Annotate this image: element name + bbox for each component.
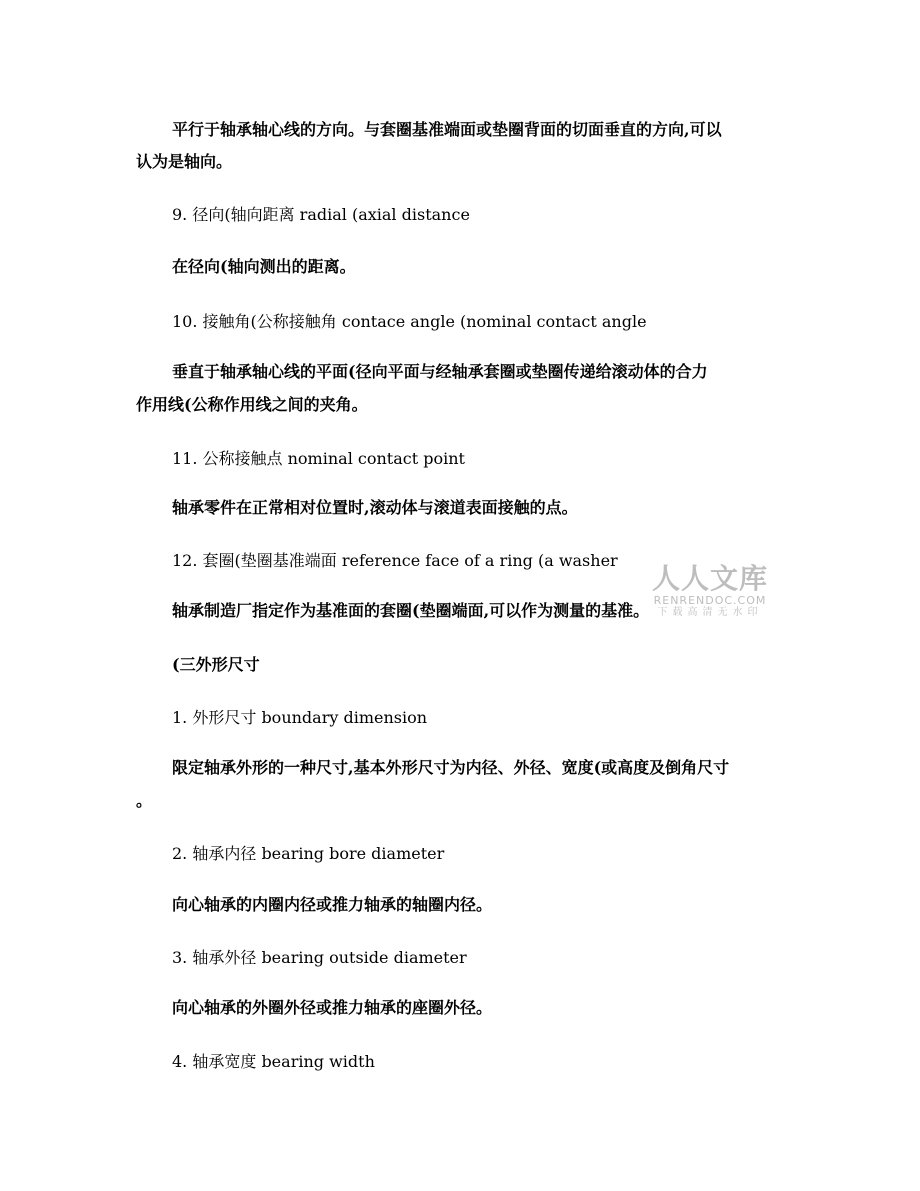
heading-10-contact-angle: 10. 接触角(公称接触角 contace angle (nominal contact angle xyxy=(172,312,647,331)
paragraph-boundary-dimension-definition-line1: 限定轴承外形的一种尺寸,基本外形尺寸为内径、外径、宽度(或高度及倒角尺寸 xyxy=(172,758,730,777)
heading-3-bearing-outside-diameter: 3. 轴承外径 bearing outside diameter xyxy=(172,948,467,967)
paragraph-radial-axial-distance-definition: 在径向(轴向测出的距离。 xyxy=(172,257,356,276)
paragraph-bearing-outside-diameter-definition: 向心轴承的外圈外径或推力轴承的座圈外径。 xyxy=(172,998,493,1017)
paragraph-axial-definition-line2: 认为是轴向。 xyxy=(136,152,233,171)
watermark-domain: RENRENDOC.COM xyxy=(653,594,767,607)
paragraph-contact-angle-definition-line1: 垂直于轴承轴心线的平面(径向平面与经轴承套圈或垫圈传递给滚动体的合力 xyxy=(172,362,708,381)
heading-11-nominal-contact-point: 11. 公称接触点 nominal contact point xyxy=(172,449,465,468)
paragraph-axial-definition-line1: 平行于轴承轴心线的方向。与套圈基准端面或垫圈背面的切面垂直的方向,可以 xyxy=(172,120,722,139)
paragraph-bearing-bore-diameter-definition: 向心轴承的内圈内径或推力轴承的轴圈内径。 xyxy=(172,895,493,914)
watermark-slogan: 下载高清无水印 xyxy=(657,607,763,618)
heading-12-reference-face: 12. 套圈(垫圈基准端面 reference face of a ring (a washer xyxy=(172,551,618,570)
section-heading-boundary-dimensions: (三外形尺寸 xyxy=(172,655,260,674)
heading-2-bearing-bore-diameter: 2. 轴承内径 bearing bore diameter xyxy=(172,844,445,863)
heading-4-bearing-width: 4. 轴承宽度 bearing width xyxy=(172,1052,375,1071)
paragraph-reference-face-definition: 轴承制造厂指定作为基准面的套圈(垫圈端面,可以作为测量的基准。 xyxy=(172,601,650,620)
heading-9-radial-axial-distance: 9. 径向(轴向距离 radial (axial distance xyxy=(172,205,470,224)
paragraph-contact-angle-definition-line2: 作用线(公称作用线之间的夹角。 xyxy=(136,395,368,414)
paragraph-boundary-dimension-definition-line2: 。 xyxy=(136,791,153,810)
watermark-title: 人人文库 xyxy=(651,562,768,595)
paragraph-nominal-contact-point-definition: 轴承零件在正常相对位置时,滚动体与滚道表面接触的点。 xyxy=(172,498,578,517)
heading-1-boundary-dimension: 1. 外形尺寸 boundary dimension xyxy=(172,708,428,727)
watermark-logo xyxy=(648,563,772,619)
